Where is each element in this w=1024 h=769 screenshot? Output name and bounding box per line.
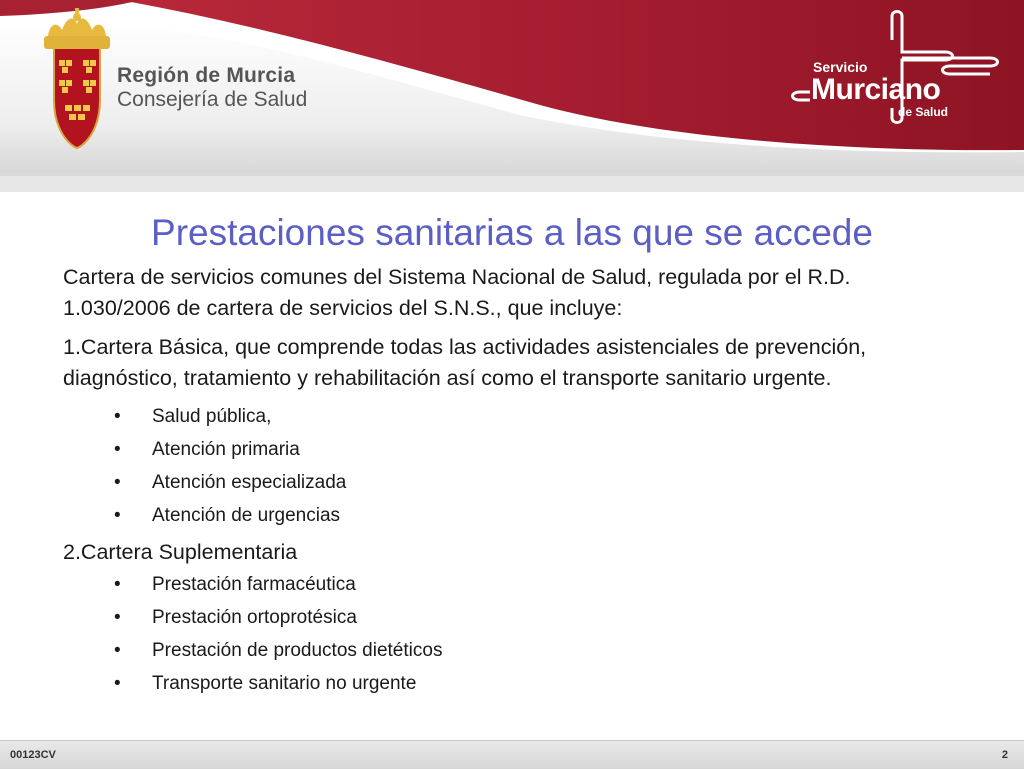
slide-footer <box>0 740 1024 769</box>
bullet-icon: • <box>114 472 121 493</box>
list-item: • Prestación ortoprotésica <box>63 601 963 634</box>
list-item: • Transporte sanitario no urgente <box>63 667 963 700</box>
cartera-suplementaria-heading: 2.Cartera Suplementaria <box>63 540 298 564</box>
department-name: Consejería de Salud <box>117 88 308 111</box>
list-item: • Prestación de productos dietéticos <box>63 634 963 667</box>
list-item: • Prestación farmacéutica <box>63 568 963 601</box>
document-code: 00123CV <box>10 749 56 761</box>
bullet-icon: • <box>114 640 121 661</box>
bullet-icon: • <box>114 673 121 694</box>
basica-list <box>63 400 963 532</box>
region-logo-text <box>117 65 307 110</box>
bullet-icon: • <box>114 505 121 526</box>
region-name: Región de Murcia <box>117 64 296 87</box>
list-item: • Salud pública, <box>63 400 963 433</box>
intro-paragraph: Cartera de servicios comunes del Sistema Nacional de Salud, regulada por el R.D. 1.030/2006 de cartera de servicios del S.N.S., que incluye: <box>63 265 851 320</box>
bullet-icon: • <box>114 439 121 460</box>
list-item: • Atención primaria <box>63 433 963 466</box>
sms-logo-desalud: de Salud <box>898 105 949 119</box>
sms-logo-servicio: Servicio <box>813 59 868 75</box>
list-item: • Atención de urgencias <box>63 499 963 532</box>
bullet-icon: • <box>114 607 121 628</box>
sms-logo-murciano: Murciano <box>811 73 941 106</box>
list-item: • Atención especializada <box>63 466 963 499</box>
cartera-basica-paragraph: 1.Cartera Básica, que comprende todas las actividades asistenciales de prevención, diagnóstico, tratamiento y rehabilitación así como el transporte sanitario urgente. <box>63 335 867 390</box>
slide-content <box>63 262 963 704</box>
page-number: 2 <box>1001 749 1008 761</box>
slide-title: Prestaciones sanitarias a las que se accede <box>151 212 873 253</box>
slide-header <box>0 0 1024 192</box>
bullet-icon: • <box>114 406 121 427</box>
bullet-icon: • <box>114 574 121 595</box>
suplementaria-list <box>63 568 963 700</box>
